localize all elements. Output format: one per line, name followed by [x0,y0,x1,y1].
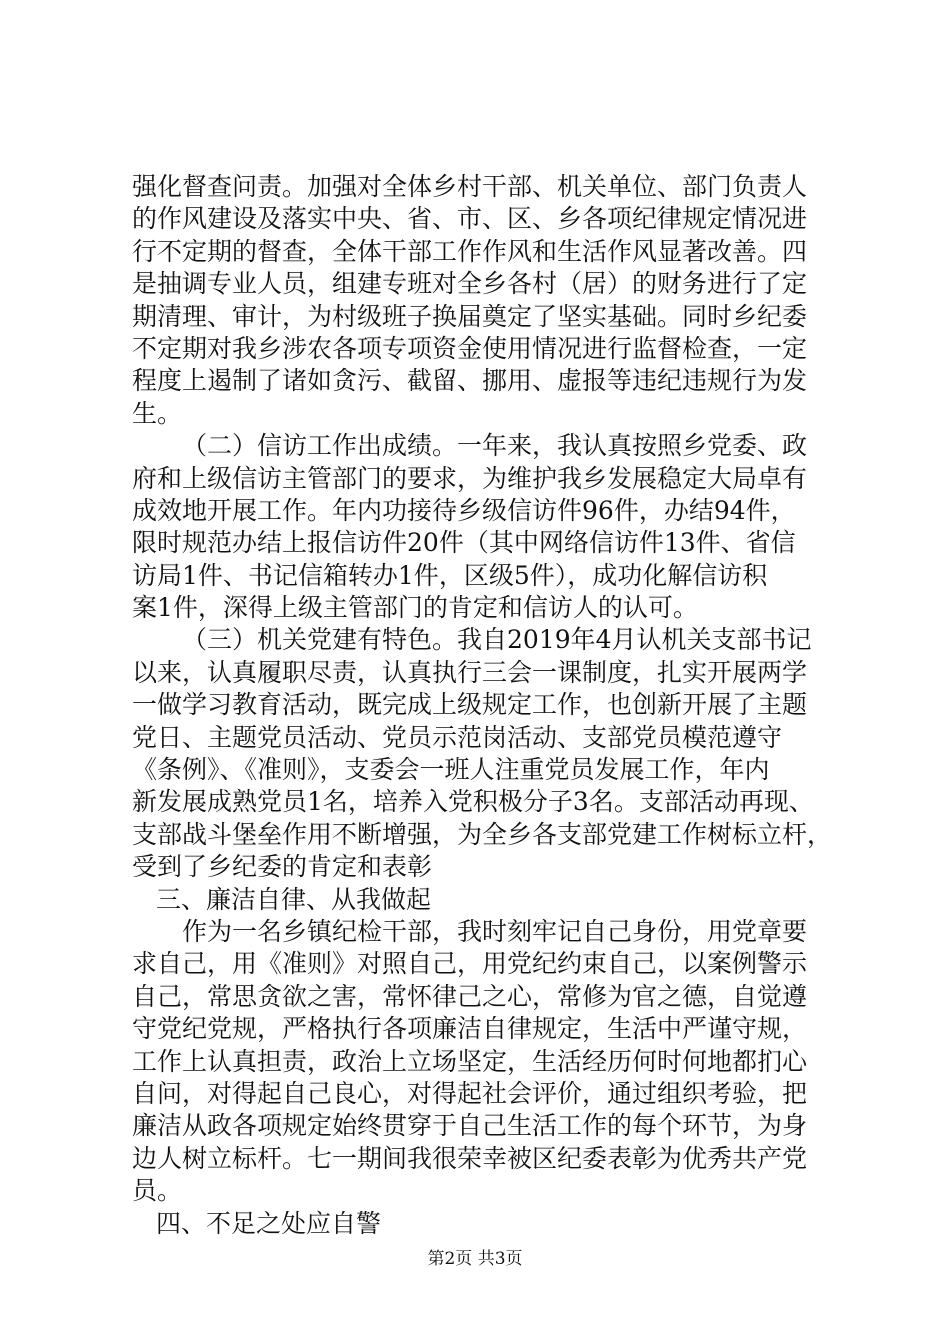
text-line: （二）信访工作出成绩。一年来，我认真按照乡党委、政 [182,431,808,461]
text-line: 以来，认真履职尽责，认真执行三会一课制度，扎实开展两学 [132,657,808,687]
document-body [132,171,832,1240]
text-line: 府和上级信访主管部门的要求，为维护我乡发展稳定大局卓有 [132,463,808,493]
text-line: 是抽调专业人员，组建专班对全乡各村（居）的财务进行了定 [132,269,808,299]
page-footer [0,1247,950,1271]
text-line: 不定期对我乡涉农各项专项资金使用情况进行监督检查，一定 [132,333,808,363]
text-line: 成效地开展工作。年内功接待乡级信访件96件，办结94件， [132,495,796,525]
text-line: 边人树立标杆。七一期间我很荣幸被区纪委表彰为优秀共产党 [132,1143,808,1173]
text-line: 访局1件、书记信箱转办1件，区级5件），成功化解信访积 [132,560,768,590]
text-line: 生。 [132,398,183,428]
text-line: 程度上遏制了诸如贪污、截留、挪用、虚报等违纪违规行为发 [132,366,808,396]
text-line: 员。 [132,1176,183,1206]
page-number: 第2页 共3页 [427,1249,523,1269]
text-line: 求自己，用《准则》对照自己，用党纪约束自己，以案例警示 [132,949,808,979]
text-line: 廉洁从政各项规定始终贯穿于自己生活工作的每个环节，为身 [132,1111,808,1141]
text-line: 行不定期的督查，全体干部工作作风和生活作风显著改善。四 [132,236,808,266]
text-line: 党日、主题党员活动、党员示范岗活动、支部党员模范遵守 [132,722,783,752]
text-line: 三、廉洁自律、从我做起 [156,884,432,914]
text-line: 守党纪党规，严格执行各项廉洁自律规定，生活中严谨守规， [132,1014,808,1044]
text-line: 案1件，深得上级主管部门的肯定和信访人的认可。 [132,593,698,623]
text-line: 的作风建设及落实中央、省、市、区、乡各项纪律规定情况进 [132,204,808,234]
text-line: 工作上认真担责，政治上立场坚定，生活经历何时何地都扪心 [132,1046,808,1076]
text-line: 受到了乡纪委的肯定和表彰 [132,852,433,882]
text-line: 期清理、审计，为村级班子换届奠定了坚实基础。同时乡纪委 [132,301,808,331]
text-line: （三）机关党建有特色。我自2019年4月认机关支部书记 [182,625,812,655]
text-line: 作为一名乡镇纪检干部，我时刻牢记自己身份，用党章要 [182,916,808,946]
text-line: 强化督查问责。加强对全体乡村干部、机关单位、部门负责人 [132,172,808,201]
text-line: 四、不足之处应自警 [156,1208,382,1238]
text-line: 一做学习教育活动，既完成上级规定工作，也创新开展了主题 [132,690,808,720]
text-line: 自己，常思贪欲之害，常怀律己之心，常修为官之德，自觉遵 [132,981,808,1011]
text-line: 自问，对得起自己良心，对得起社会评价，通过组织考验，把 [132,1078,808,1108]
text-line: 支部战斗堡垒作用不断增强，为全乡各支部党建工作树标立杆， [132,819,833,849]
text-line: 限时规范办结上报信访件20件（其中网络信访件13件、省信 [132,528,796,558]
text-line: 《条例》、《准则》，支委会一班人注重党员发展工作，年内 [132,755,770,785]
text-line: 新发展成熟党员1名，培养入党积极分子3名。支部活动再现、 [132,787,814,817]
